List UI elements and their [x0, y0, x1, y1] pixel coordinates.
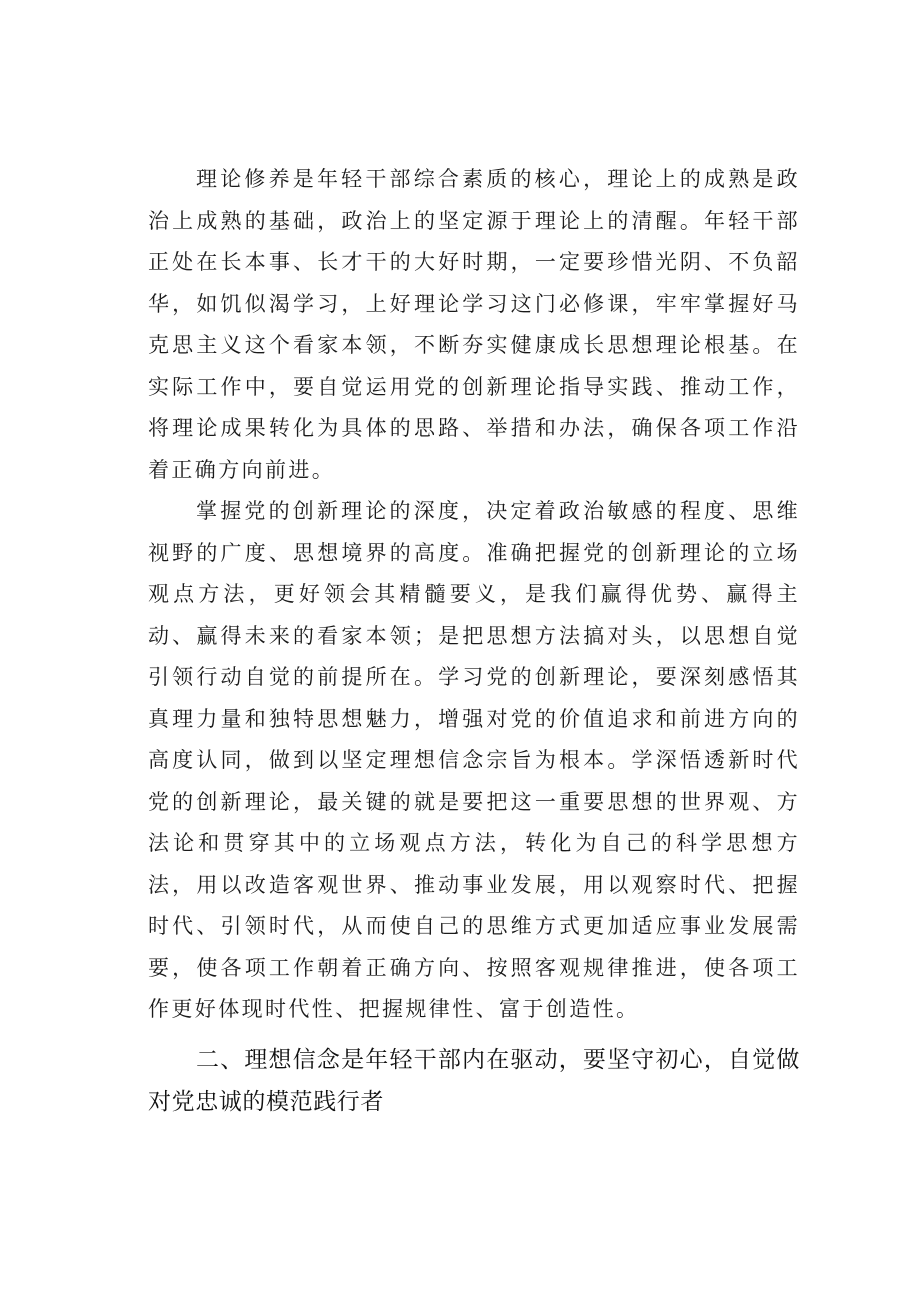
paragraph-theory-cultivation: 理论修养是年轻干部综合素质的核心，理论上的成熟是政治上成熟的基础，政治上的坚定源于理论上的清醒。年轻干部正处在长本事、长才干的大好时期，一定要珍惜光阴、不负韶华，如饥似渴学习，上好理论学习这门必修课，牢牢掌握好马克思主义这个看家本领，不断夯实健康成长思想理论根基。在实际工作中，要自觉运用党的创新理论指导实践、推动工作，将理论成果转化为具体的思路、举措和办法，确保各项工作沿着正确方向前进。 [148, 167, 800, 482]
document-body [148, 159, 800, 1123]
section-heading-ideals-beliefs: 二、理想信念是年轻干部内在驱动，要坚守初心，自觉做对党忠诚的模范践行者 [148, 1046, 800, 1115]
paragraph-innovative-theory: 掌握党的创新理论的深度，决定着政治敏感的程度、思维视野的广度、思想境界的高度。准确把握党的创新理论的立场观点方法，更好领会其精髓要义，是我们赢得优势、赢得主动、赢得未来的看家本领；是把思想方法搞对头，以思想自觉引领行动自觉的前提所在。学习党的创新理论，要深刻感悟其真理力量和独特思想魅力，增强对党的价值追求和前进方向的高度认同，做到以坚定理想信念宗旨为根本。学深悟透新时代党的创新理论，最关键的就是要把这一重要思想的世界观、方法论和贯穿其中的立场观点方法，转化为自己的科学思想方法，用以改造客观世界、推动事业发展，用以观察时代、把握时代、引领时代，从而使自己的思维方式更加适应事业发展需要，使各项工作朝着正确方向、按照客观规律推进，使各项工作更好体现时代性、把握规律性、富于创造性。 [148, 499, 800, 1021]
